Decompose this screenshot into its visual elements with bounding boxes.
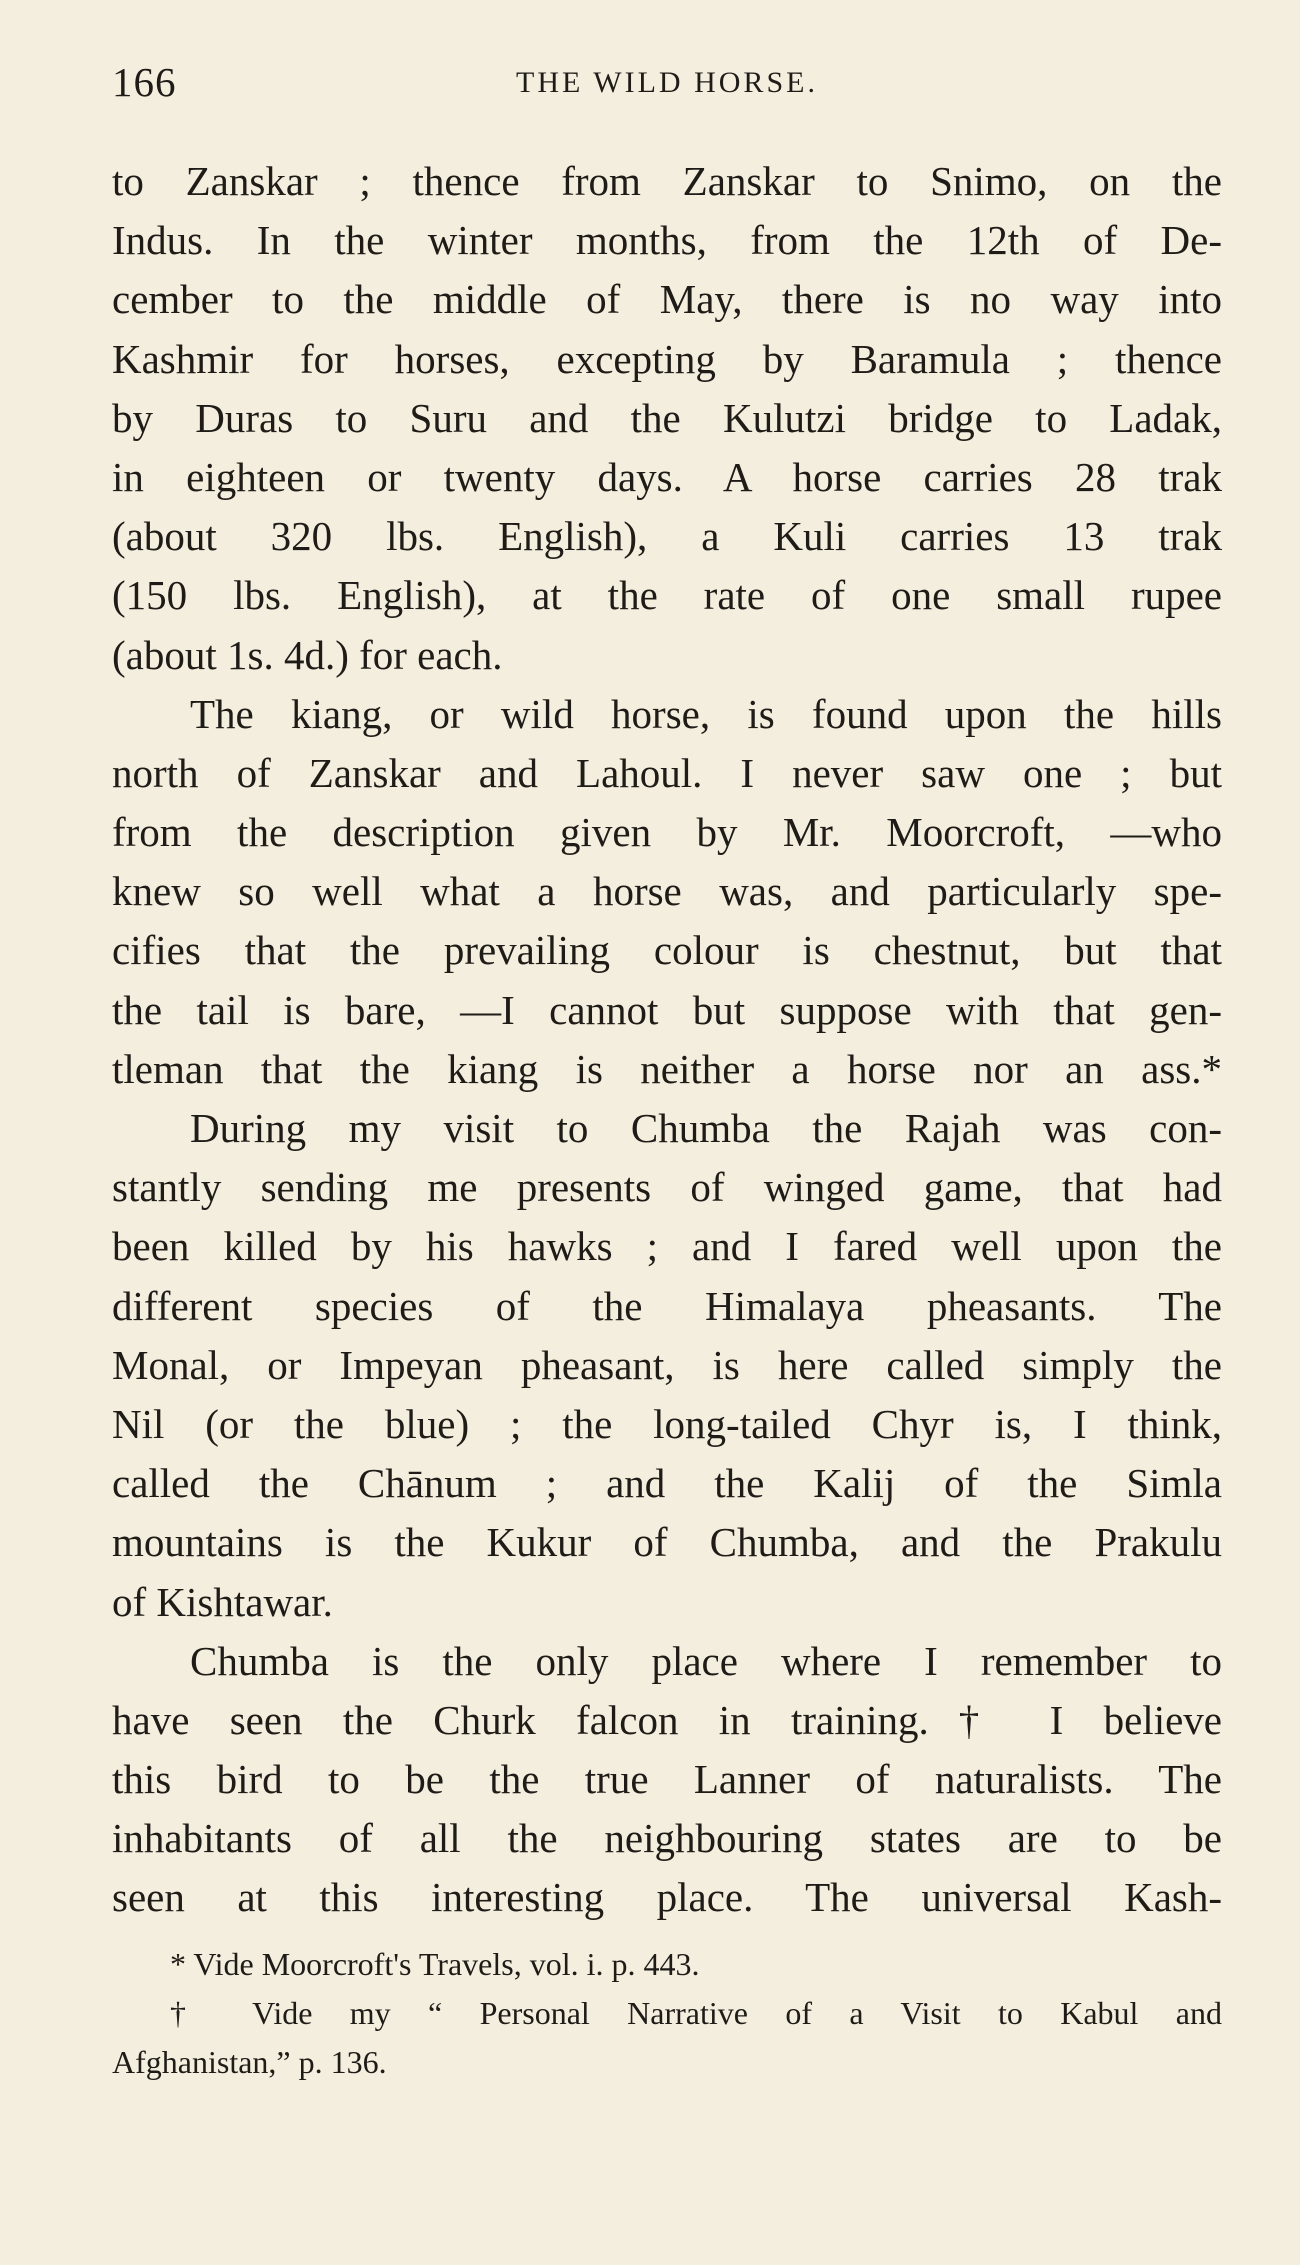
text-line: tleman that the kiang is neither a horse nor an ass.* — [112, 1045, 1222, 1092]
running-title: THE WILD HORSE. — [516, 66, 818, 99]
text-line: cember to the middle of May, there is no way into — [112, 276, 1222, 323]
text-line: Kashmir for horses, excepting by Baramula ; thence — [112, 335, 1222, 382]
text-line: from the description given by Mr. Moorcroft, —who — [112, 809, 1222, 856]
text-line: Indus. In the winter months, from the 12th of De- — [112, 217, 1222, 264]
text-line: this bird to be the true Lanner of naturalists. The — [112, 1756, 1222, 1803]
text-line: been killed by his hawks ; and I fared well upon the — [112, 1223, 1222, 1270]
text-line: mountains is the Kukur of Chumba, and the Prakulu — [112, 1519, 1222, 1566]
text-line: Monal, or Impeyan pheasant, is here called simply the — [112, 1341, 1222, 1388]
text-line: to Zanskar ; thence from Zanskar to Snimo, on the — [112, 158, 1222, 204]
text-line: seen at this interesting place. The universal Kash- — [112, 1874, 1222, 1921]
footnotes — [112, 1940, 1222, 2087]
text-line: During my visit to Chumba the Rajah was con- — [190, 1105, 1222, 1151]
text-line: cifies that the prevailing colour is chestnut, but that — [112, 927, 1222, 974]
body-text — [112, 152, 1222, 1928]
text-line: (150 lbs. English), at the rate of one small rupee — [112, 572, 1222, 619]
footnote-2: † Vide my “ Personal Narrative of a Visit to Kabul and — [170, 1995, 1222, 2031]
text-line: Nil (or the blue) ; the long-tailed Chyr is, I think, — [112, 1400, 1222, 1447]
text-line: The kiang, or wild horse, is found upon the hills — [190, 690, 1222, 737]
text-line: stantly sending me presents of winged game, that had — [112, 1164, 1222, 1211]
page-header — [112, 58, 1222, 118]
text-line: in eighteen or twenty days. A horse carries 28 trak — [112, 453, 1222, 500]
text-line: have seen the Churk falcon in training.† I believe — [112, 1696, 1222, 1743]
text-line: knew so well what a horse was, and particularly spe- — [112, 868, 1222, 915]
text-line: different species of the Himalaya pheasants. The — [112, 1282, 1222, 1329]
footnote-2-continued: Afghanistan,” p. 136. — [112, 2044, 387, 2080]
text-line: inhabitants of all the neighbouring states are to be — [112, 1815, 1222, 1862]
text-line: of Kishtawar. — [112, 1578, 333, 1625]
text-line: Chumba is the only place where I remember to — [190, 1637, 1222, 1684]
text-line: called the Chānum ; and the Kalij of the Simla — [112, 1460, 1222, 1507]
text-line: (about 1s. 4d.) for each. — [112, 631, 503, 678]
text-line: north of Zanskar and Lahoul. I never saw one ; but — [112, 749, 1222, 796]
footnote-1: * Vide Moorcroft's Travels, vol. i. p. 443. — [170, 1946, 700, 1982]
text-line: (about 320 lbs. English), a Kuli carries 13 trak — [112, 513, 1222, 560]
page-number: 166 — [112, 59, 177, 105]
text-line: by Duras to Suru and the Kulutzi bridge to Ladak, — [112, 394, 1222, 441]
text-line: the tail is bare, —I cannot but suppose with that gen- — [112, 986, 1222, 1033]
